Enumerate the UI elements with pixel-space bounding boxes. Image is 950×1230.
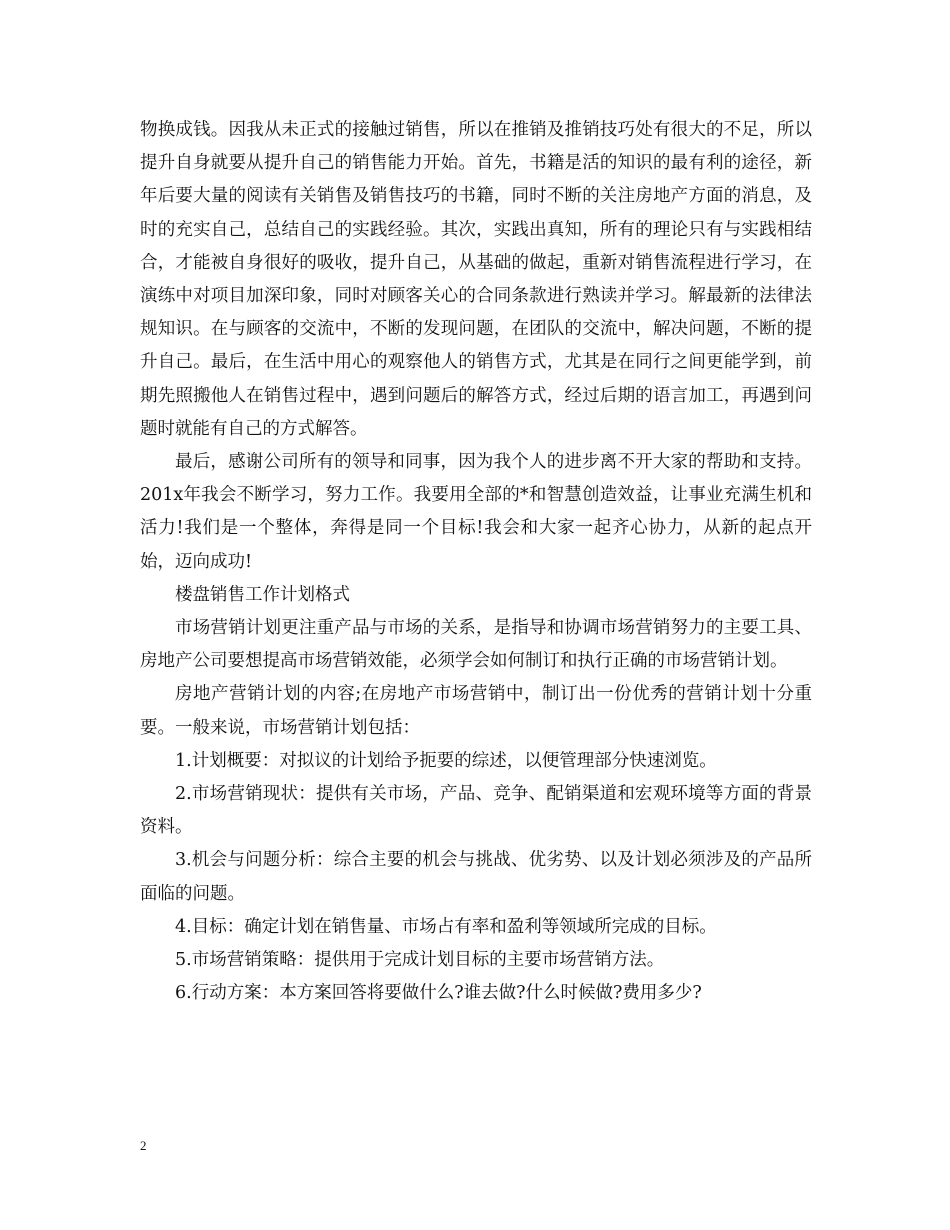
list-item-opportunity-analysis: 3.机会与问题分析：综合主要的机会与挑战、优劣势、以及计划必须涉及的产品所面临的问题。 <box>140 850 812 904</box>
section-heading: 楼盘销售工作计划格式 <box>175 584 350 605</box>
paragraph-marketing-plan-intro: 市场营销计划更注重产品与市场的关系，是指导和协调市场营销努力的主要工具、房地产公司要想提高市场营销效能，必须学会如何制订和执行正确的市场营销计划。 <box>140 618 812 672</box>
list-item-action-plan: 6.行动方案：本方案回答将要做什么?谁去做?什么时候做?费用多少? <box>175 983 702 1004</box>
list-item-market-status: 2.市场营销现状：提供有关市场，产品、竞争、配销渠道和宏观环境等方面的背景资料。 <box>140 784 812 838</box>
list-item-marketing-strategy: 5.市场营销策略：提供用于完成计划目标的主要市场营销方法。 <box>175 950 665 971</box>
list-item-goals: 4.目标：确定计划在销售量、市场占有率和盈利等领域所完成的目标。 <box>175 916 717 937</box>
paragraph-plan-contents: 房地产营销计划的内容;在房地产市场营销中，制订出一份优秀的营销计划十分重要。一般来说，市场营销计划包括： <box>140 684 812 738</box>
paragraph-thanks: 最后，感谢公司所有的领导和同事，因为我个人的进步离不开大家的帮助和支持。201x年我会不断学习，努力工作。我要用全部的*和智慧创造效益，让事业充满生机和活力!我们是一个整体，奔得是同一个目标!我会和大家一起齐心协力，从新的起点开始，迈向成功! <box>140 452 812 572</box>
document-body <box>140 114 812 1010</box>
paragraph-self-improvement: 物换成钱。因我从未正式的接触过销售，所以在推销及推销技巧处有很大的不足，所以提升自身就要从提升自己的销售能力开始。首先，书籍是活的知识的最有利的途径，新年后要大量的阅读有关销售及销售技巧的书籍，同时不断的关注房地产方面的消息，及时的充实自己，总结自己的实践经验。其次，实践出真知，所有的理论只有与实践相结合，才能被自身很好的吸收，提升自己，从基础的做起，重新对销售流程进行学习，在演练中对项目加深印象，同时对顾客关心的合同条款进行熟读并学习。解最新的法律法规知识。在与顾客的交流中，不断的发现问题，在团队的交流中，解决问题，不断的提升自己。最后，在生活中用心的观察他人的销售方式，尤其是在同行之间更能学到，前期先照搬他人在销售过程中，遇到问题后的解答方式，经过后期的语言加工，再遇到问题时就能有自己的方式解答。 <box>140 120 812 439</box>
list-item-plan-summary: 1.计划概要：对拟议的计划给予扼要的综述，以便管理部分快速浏览。 <box>175 750 717 771</box>
page-number: 2 <box>140 1138 147 1153</box>
